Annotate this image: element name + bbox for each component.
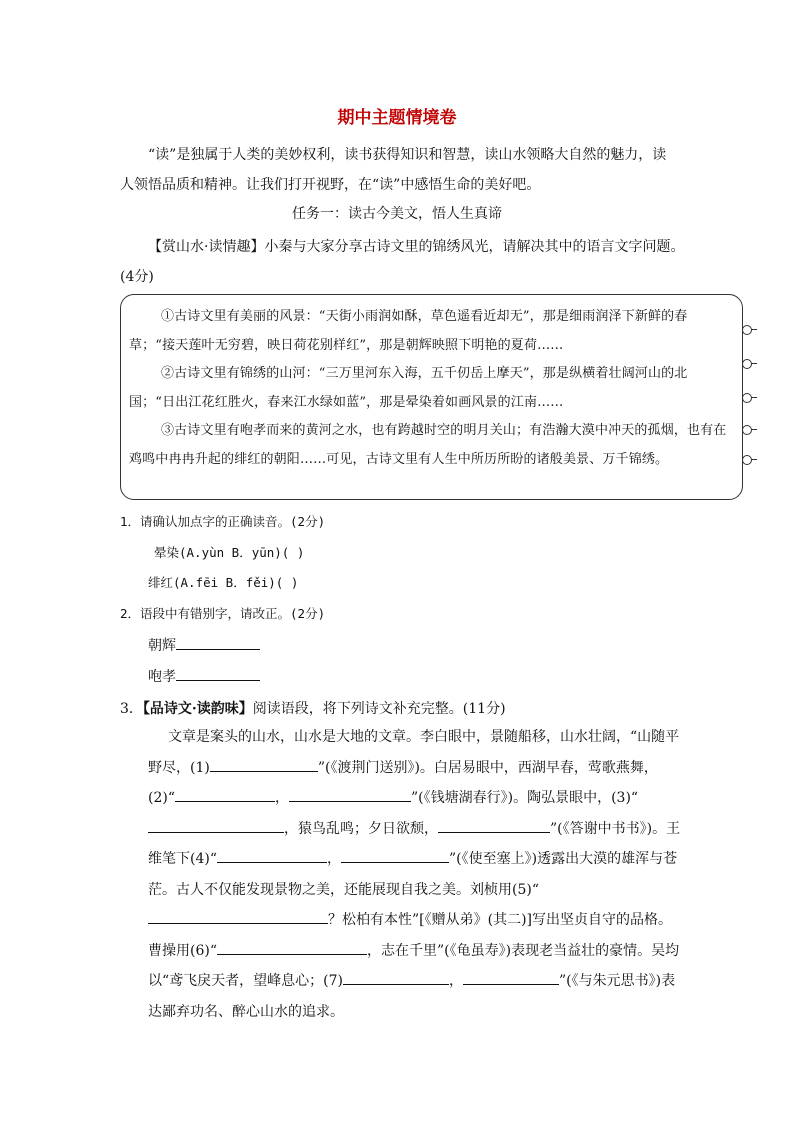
- passage-box: [120, 294, 743, 500]
- answer-blank-1[interactable]: [210, 759, 318, 772]
- answer-blank-7a[interactable]: [343, 972, 449, 985]
- answer-blank-3b[interactable]: [438, 820, 550, 833]
- passage-paragraph-1: ①古诗文里有美丽的风景：“天街小雨润如酥，草色遥看近却无”，那是细雨润泽下新鲜的春草；“接天莲叶无穷碧，映日荷花别样红”，那是朝辉映照下明艳的夏荷……: [129, 309, 688, 353]
- q3-text: ，: [327, 851, 341, 867]
- q3-stem: [120, 698, 506, 718]
- q3-text: ？松柏有本性”[《赠从弟》(其二)]写出坚贞自守的品格。曹操用(6)“: [148, 912, 673, 959]
- answer-blank-4a[interactable]: [217, 850, 327, 863]
- q2-stem: 2．语段中有错别字，请改正。(2分): [120, 606, 326, 621]
- q3-instruction: 阅读语段，将下列诗文补充完整。(11分): [252, 701, 506, 717]
- binder-ring-icon: [742, 359, 752, 369]
- answer-blank-7b[interactable]: [463, 972, 559, 985]
- answer-blank-3a[interactable]: [148, 820, 284, 833]
- section1-points: (4分): [120, 269, 154, 285]
- binder-ring-icon: [742, 325, 752, 335]
- answer-blank-5[interactable]: [148, 911, 328, 924]
- intro-paragraph: “读”是独属于人类的美妙权利，读书获得知识和智慧，读山水领略大自然的魅力，读人领悟品质和精神。让我们打开视野，在“读”中感悟生命的美好吧。: [120, 147, 667, 193]
- answer-blank-2a[interactable]: [175, 789, 275, 802]
- q3-text: ，: [449, 973, 463, 989]
- passage-paragraph-3: ③古诗文里有咆孝而来的黄河之水，也有跨越时空的明月关山；有浩瀚大漠中冲天的孤烟，也有在鸡鸣中冉冉升起的绯红的朝阳……可见，古诗文里有人生中所历所盼的诸般美景、万千锦绣。: [129, 423, 727, 467]
- q3-text: ”(《渡荆门送别》)。白居易眼中，西湖早春，莺歌燕舞，(2)“: [148, 759, 658, 806]
- q2-item-2-label: 咆孝: [148, 669, 176, 685]
- answer-blank-6[interactable]: [217, 942, 367, 955]
- q1-item-1: 晕染(A.yùn B．yūn)( ): [154, 545, 305, 560]
- binder-ring-icon: [742, 455, 752, 465]
- q3-text: ，猿鸟乱鸣；夕日欲颓，: [284, 820, 438, 837]
- page-title: 期中主题情境卷: [337, 108, 457, 128]
- binder-ring-icon: [742, 425, 752, 435]
- answer-blank[interactable]: [176, 635, 260, 650]
- q2-item-1: [148, 635, 260, 655]
- q3-tag: 【品诗文·读韵味】: [142, 701, 253, 717]
- binder-ring-icon: [742, 393, 752, 403]
- q2-item-1-label: 朝辉: [148, 638, 176, 654]
- q3-text: ，: [275, 790, 289, 806]
- passage-paragraph-2: ②古诗文里有锦绣的山河：“三万里河东入海，五千仞岳上摩天”，那是纵横着壮阔河山的北国；“日出江花红胜火，春来江水绿如蓝”，那是晕染着如画风景的江南……: [129, 366, 688, 410]
- answer-blank[interactable]: [176, 666, 260, 681]
- q3-passage: [148, 722, 682, 1027]
- answer-blank-4b[interactable]: [341, 850, 449, 863]
- q2-item-2: [148, 666, 260, 686]
- q3-text: ”(《与朱元思书》)表达鄙弃功名、醉心山水的追求。: [148, 973, 676, 1020]
- q1-item-2: 绯红(A.fēi B．fěi)( ): [148, 575, 299, 590]
- task-heading: 任务一：读古今美文，悟人生真谛: [292, 206, 502, 222]
- q3-text: ”(《钱塘湖春行》)。陶弘景眼中，(3)“: [411, 790, 639, 806]
- q3-number: 3．: [120, 701, 143, 717]
- answer-blank-2b[interactable]: [289, 789, 411, 802]
- q3-text: 文章是案头的山水，山水是大地的文章。李白眼中，景随船移，山水壮阔，“山随平野尽，(1): [148, 729, 680, 776]
- q1-stem: 1．请确认加点字的正确读音。(2分): [120, 514, 326, 529]
- q3-text: ”(《使至塞上》)透露出大漠的雄浑与苍茫。古人不仅能发现景物之美，还能展现自我之美。刘桢用(5)“: [148, 851, 678, 898]
- q3-text: ”(《答谢中书书》)。王维笔下(4)“: [148, 820, 681, 867]
- q3-text: ，志在千里”(《龟虽寿》)表现老当益壮的豪情。吴均以“鸢飞戾天者，望峰息心；(7): [148, 942, 680, 989]
- section1-prompt: 【赏山水·读情趣】小秦与大家分享古诗文里的锦绣风光，请解决其中的语言文字问题。: [148, 239, 685, 255]
